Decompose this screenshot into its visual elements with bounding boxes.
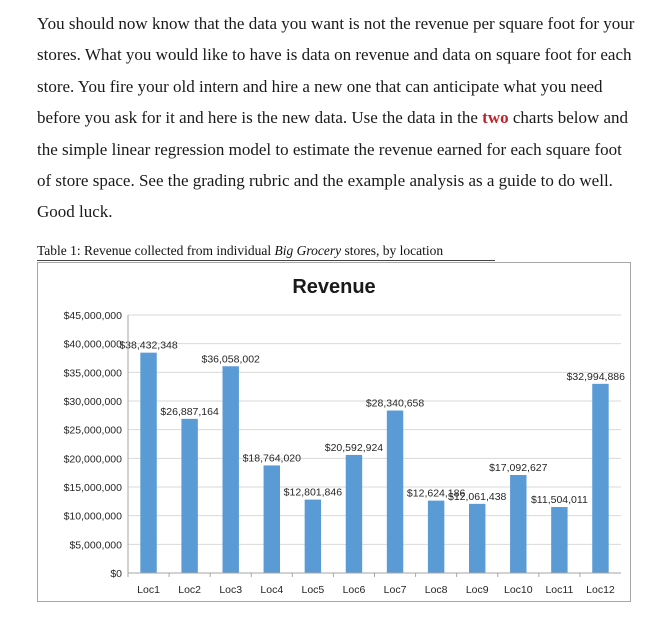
y-tick-label: $15,000,000 <box>63 482 122 494</box>
bar <box>387 411 403 573</box>
bar <box>305 500 321 573</box>
data-label: $17,092,627 <box>489 462 548 475</box>
bar <box>592 384 608 573</box>
gridlines <box>128 315 621 544</box>
data-label: $28,340,658 <box>365 397 425 410</box>
x-tick-label: Loc10 <box>503 584 533 596</box>
y-tick-label: $35,000,000 <box>63 367 122 380</box>
x-tick-label: Loc7 <box>383 584 407 596</box>
bar <box>264 465 280 573</box>
x-tick-label: Loc12 <box>586 584 615 596</box>
chart-title: Revenue <box>292 276 376 298</box>
y-tick-label: $0 <box>110 568 122 580</box>
data-label: $20,592,924 <box>324 441 384 454</box>
paragraph-text-2: charts below and the simple linear regression model to estimate the revenue earned for each square foot of store space. See the grading rubric and the example analysis as a guide to do well. Good luck. <box>37 108 629 222</box>
bar <box>469 504 485 573</box>
revenue-chart <box>37 262 631 602</box>
y-tick-label: $20,000,000 <box>63 453 122 466</box>
x-tick-label: Loc1 <box>137 584 160 596</box>
x-tick-label: Loc5 <box>301 584 325 596</box>
bar <box>181 419 197 573</box>
data-label: $32,994,886 <box>566 370 625 383</box>
bar <box>140 353 156 573</box>
x-tick-label: Loc6 <box>342 584 366 596</box>
caption-italic: Big Grocery <box>274 243 342 258</box>
x-tick-label: Loc9 <box>465 584 489 596</box>
paragraph-text-1: You should now know that the data you want is not the revenue per square foot for your stores. What you would like to have is data on revenue and data on square foot for each store. You fire your old intern and hire a new one that can anticipate what you need before you ask for it and here is the new data. Use the data in the <box>37 14 635 128</box>
x-tick-label: Loc2 <box>178 584 202 596</box>
paragraph-emphasis: two <box>482 108 509 128</box>
x-tick-label: Loc8 <box>424 584 448 596</box>
revenue-chart-svg <box>38 263 630 601</box>
data-label: $12,624,186 <box>406 487 466 500</box>
y-tick-label: $10,000,000 <box>63 510 122 523</box>
data-label: $36,058,002 <box>201 353 260 366</box>
bar <box>222 366 238 573</box>
x-tick-label: Loc3 <box>219 584 243 596</box>
data-label: $26,887,164 <box>160 405 219 418</box>
caption-suffix: stores, by location <box>341 243 444 258</box>
y-tick-label: $45,000,000 <box>63 310 122 322</box>
y-tick-label: $5,000,000 <box>69 539 122 552</box>
x-tick-label: Loc11 <box>545 584 574 596</box>
data-label: $38,432,348 <box>119 339 178 352</box>
bar <box>551 507 567 573</box>
table-caption <box>37 243 495 261</box>
y-tick-label: $25,000,000 <box>63 424 122 437</box>
bar <box>346 455 362 573</box>
y-tick-label: $40,000,000 <box>63 338 122 351</box>
x-tick-label: Loc4 <box>260 584 284 596</box>
data-label: $18,764,020 <box>242 452 301 465</box>
y-tick-label: $30,000,000 <box>63 396 122 408</box>
bar <box>428 501 444 573</box>
bar <box>510 475 526 573</box>
data-label: $12,801,846 <box>283 486 343 499</box>
instructions-paragraph <box>37 8 637 228</box>
caption-prefix: Table 1: Revenue collected from individual <box>37 243 275 258</box>
data-label: $11,504,011 <box>530 494 588 507</box>
data-label: $12,061,438 <box>448 490 507 503</box>
